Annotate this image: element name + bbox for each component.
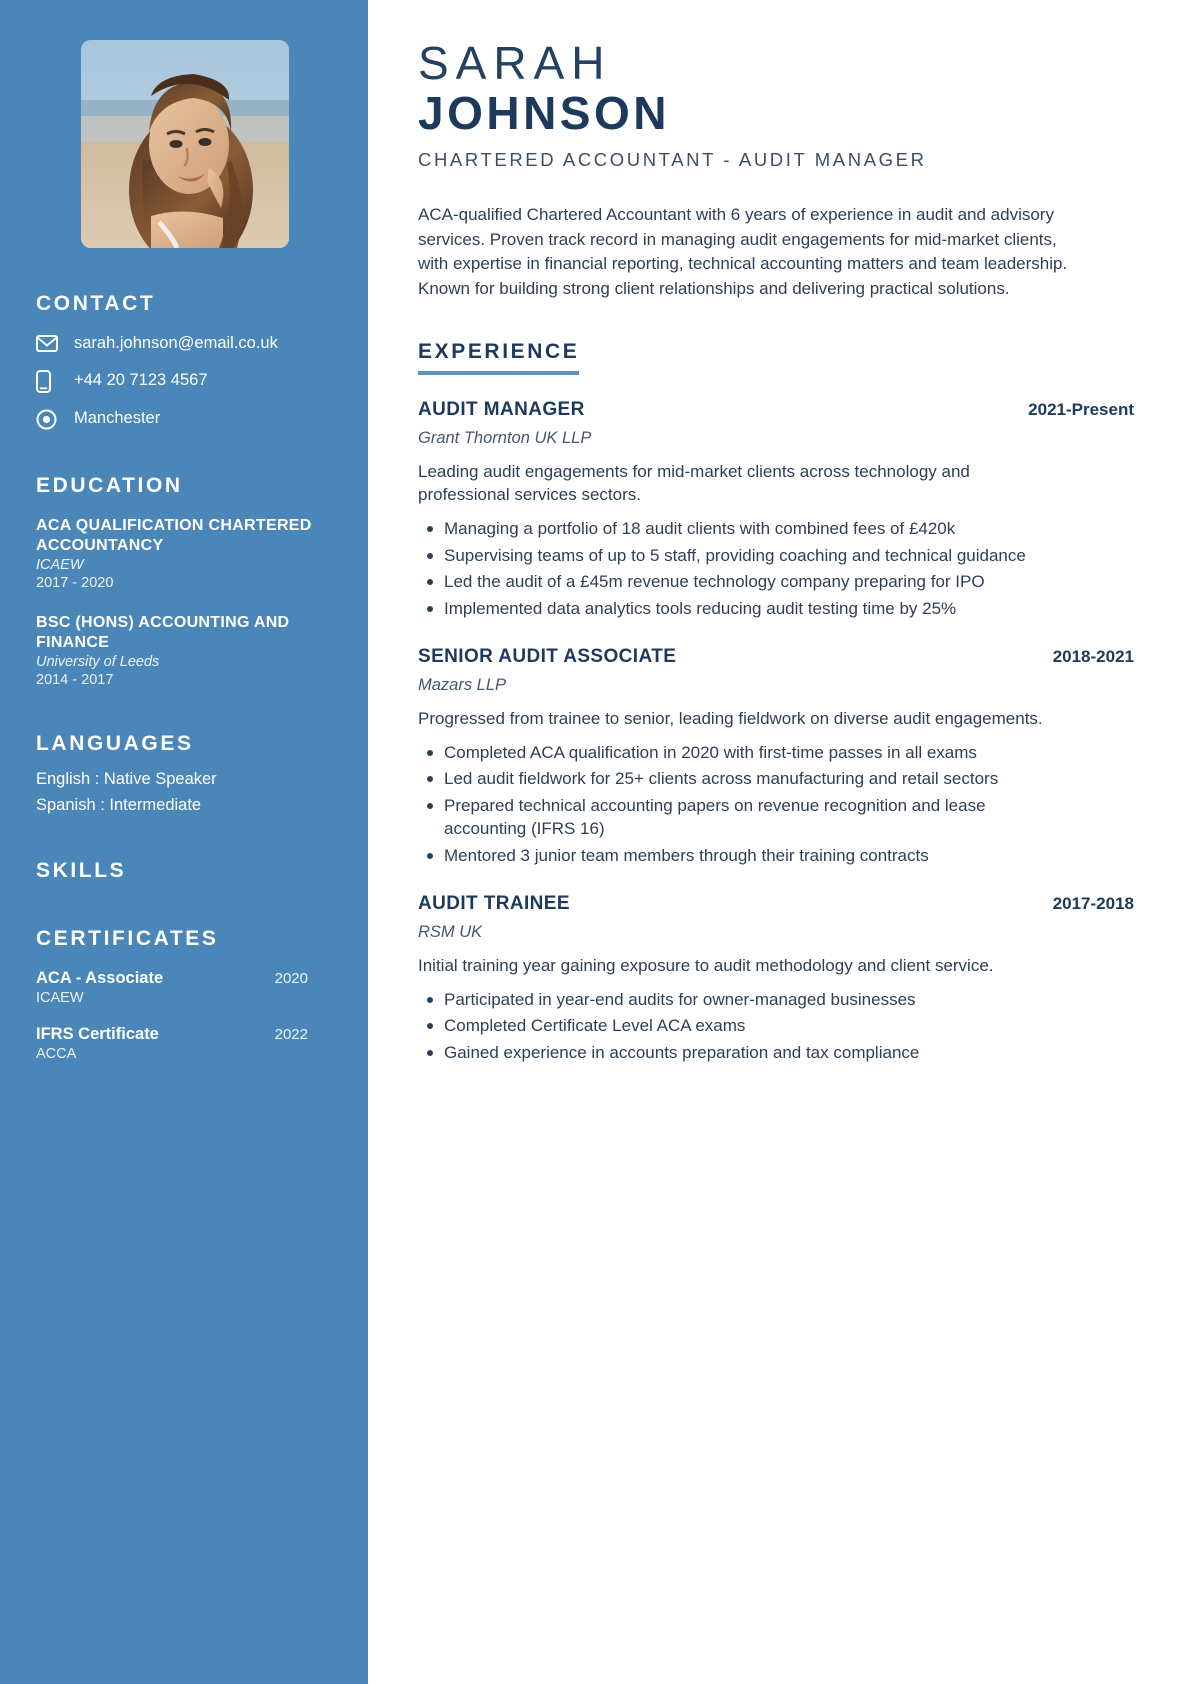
job-bullet: Mentored 3 junior team members through their training contracts <box>418 844 1058 867</box>
job-bullets <box>418 741 1058 867</box>
professional-title: CHARTERED ACCOUNTANT - AUDIT MANAGER <box>418 149 927 171</box>
job-role: SENIOR AUDIT ASSOCIATE <box>418 646 677 667</box>
job-bullets <box>418 988 1058 1064</box>
certificate-year: 2022 <box>274 1025 308 1043</box>
location-pin-icon <box>36 409 64 430</box>
experience-item <box>418 646 1134 867</box>
certificate-org: ACCA <box>36 1045 77 1062</box>
job-bullet: Implemented data analytics tools reducing audit testing time by 25% <box>418 597 1058 620</box>
job-bullet: Participated in year-end audits for owner-managed businesses <box>418 988 1058 1011</box>
certificates-heading: CERTIFICATES <box>36 926 219 950</box>
experience-heading: EXPERIENCE <box>418 340 579 375</box>
education-degree: ACA QUALIFICATION CHARTERED ACCOUNTANCY <box>36 516 312 554</box>
contact-heading: CONTACT <box>36 292 156 315</box>
sidebar <box>0 0 368 1684</box>
contact-email-text: sarah.johnson@email.co.uk <box>74 334 278 352</box>
first-name: SARAH <box>418 37 612 89</box>
certificate-year: 2020 <box>274 969 308 987</box>
job-bullet: Led the audit of a £45m revenue technology company preparing for IPO <box>418 570 1058 593</box>
contact-email[interactable] <box>36 334 334 354</box>
certificate-item <box>36 1025 334 1062</box>
job-dates: 2017-2018 <box>1052 894 1134 914</box>
education-item <box>36 516 334 591</box>
main-content <box>368 0 1190 1684</box>
last-name: JOHNSON <box>418 86 670 139</box>
skills-heading: SKILLS <box>36 858 127 882</box>
language-item: Spanish : Intermediate <box>36 795 202 814</box>
job-bullet: Completed ACA qualification in 2020 with first-time passes in all exams <box>418 741 1058 764</box>
experience-item <box>418 893 1134 1064</box>
job-dates: 2018-2021 <box>1052 647 1134 666</box>
education-years: 2017 - 2020 <box>36 574 114 591</box>
job-company: Mazars LLP <box>418 676 507 694</box>
contact-location[interactable] <box>36 409 334 430</box>
job-bullet: Prepared technical accounting papers on revenue recognition and lease accounting (IFRS 16) <box>418 794 1058 841</box>
experience-item <box>418 399 1134 620</box>
avatar <box>81 40 289 248</box>
job-bullet: Gained experience in accounts preparation and tax compliance <box>418 1041 1058 1064</box>
job-bullet: Supervising teams of up to 5 staff, providing coaching and technical guidance <box>418 544 1058 567</box>
job-bullet: Managing a portfolio of 18 audit clients with combined fees of £420k <box>418 517 1058 540</box>
education-heading: EDUCATION <box>36 473 183 497</box>
contact-phone-text: +44 20 7123 4567 <box>74 371 208 390</box>
education-school: ICAEW <box>36 556 84 573</box>
certificate-name: IFRS Certificate <box>36 1024 159 1043</box>
job-bullet: Completed Certificate Level ACA exams <box>418 1014 1058 1037</box>
job-dates: 2021-Present <box>1028 399 1134 419</box>
job-description: Initial training year gaining exposure to audit methodology and client service. <box>418 956 994 976</box>
job-description: Leading audit engagements for mid-market clients across technology and professional services sectors. <box>418 461 970 505</box>
education-school: University of Leeds <box>36 653 160 670</box>
contact-phone[interactable] <box>36 370 334 393</box>
job-bullets <box>418 517 1058 620</box>
certificate-item <box>36 969 334 1006</box>
education-degree: BSC (HONS) ACCOUNTING AND FINANCE <box>36 613 290 651</box>
education-years: 2014 - 2017 <box>36 671 114 688</box>
language-item: English : Native Speaker <box>36 769 217 788</box>
education-item <box>36 613 334 688</box>
certificate-name: ACA - Associate <box>36 968 164 987</box>
job-company: Grant Thornton UK LLP <box>418 428 592 447</box>
certificate-org: ICAEW <box>36 989 84 1006</box>
envelope-icon <box>36 335 64 352</box>
professional-summary: ACA-qualified Chartered Accountant with 6 years of experience in audit and advisory services. Proven track record in managing audit engagements for mid-market clients, with expertise in financial reporting, technical accounting matters and team leadership. Known for building strong client relationships and delivering practical solutions. <box>418 205 1068 298</box>
job-company: RSM UK <box>418 923 483 942</box>
languages-heading: LANGUAGES <box>36 731 194 755</box>
job-description: Progressed from trainee to senior, leading fieldwork on diverse audit engagements. <box>418 709 1043 728</box>
job-role: AUDIT TRAINEE <box>418 893 570 915</box>
profile-photo <box>81 40 289 248</box>
phone-icon <box>36 370 64 393</box>
contact-location-text: Manchester <box>74 409 161 428</box>
job-role: AUDIT MANAGER <box>418 398 585 420</box>
job-bullet: Led audit fieldwork for 25+ clients across manufacturing and retail sectors <box>418 767 1058 790</box>
